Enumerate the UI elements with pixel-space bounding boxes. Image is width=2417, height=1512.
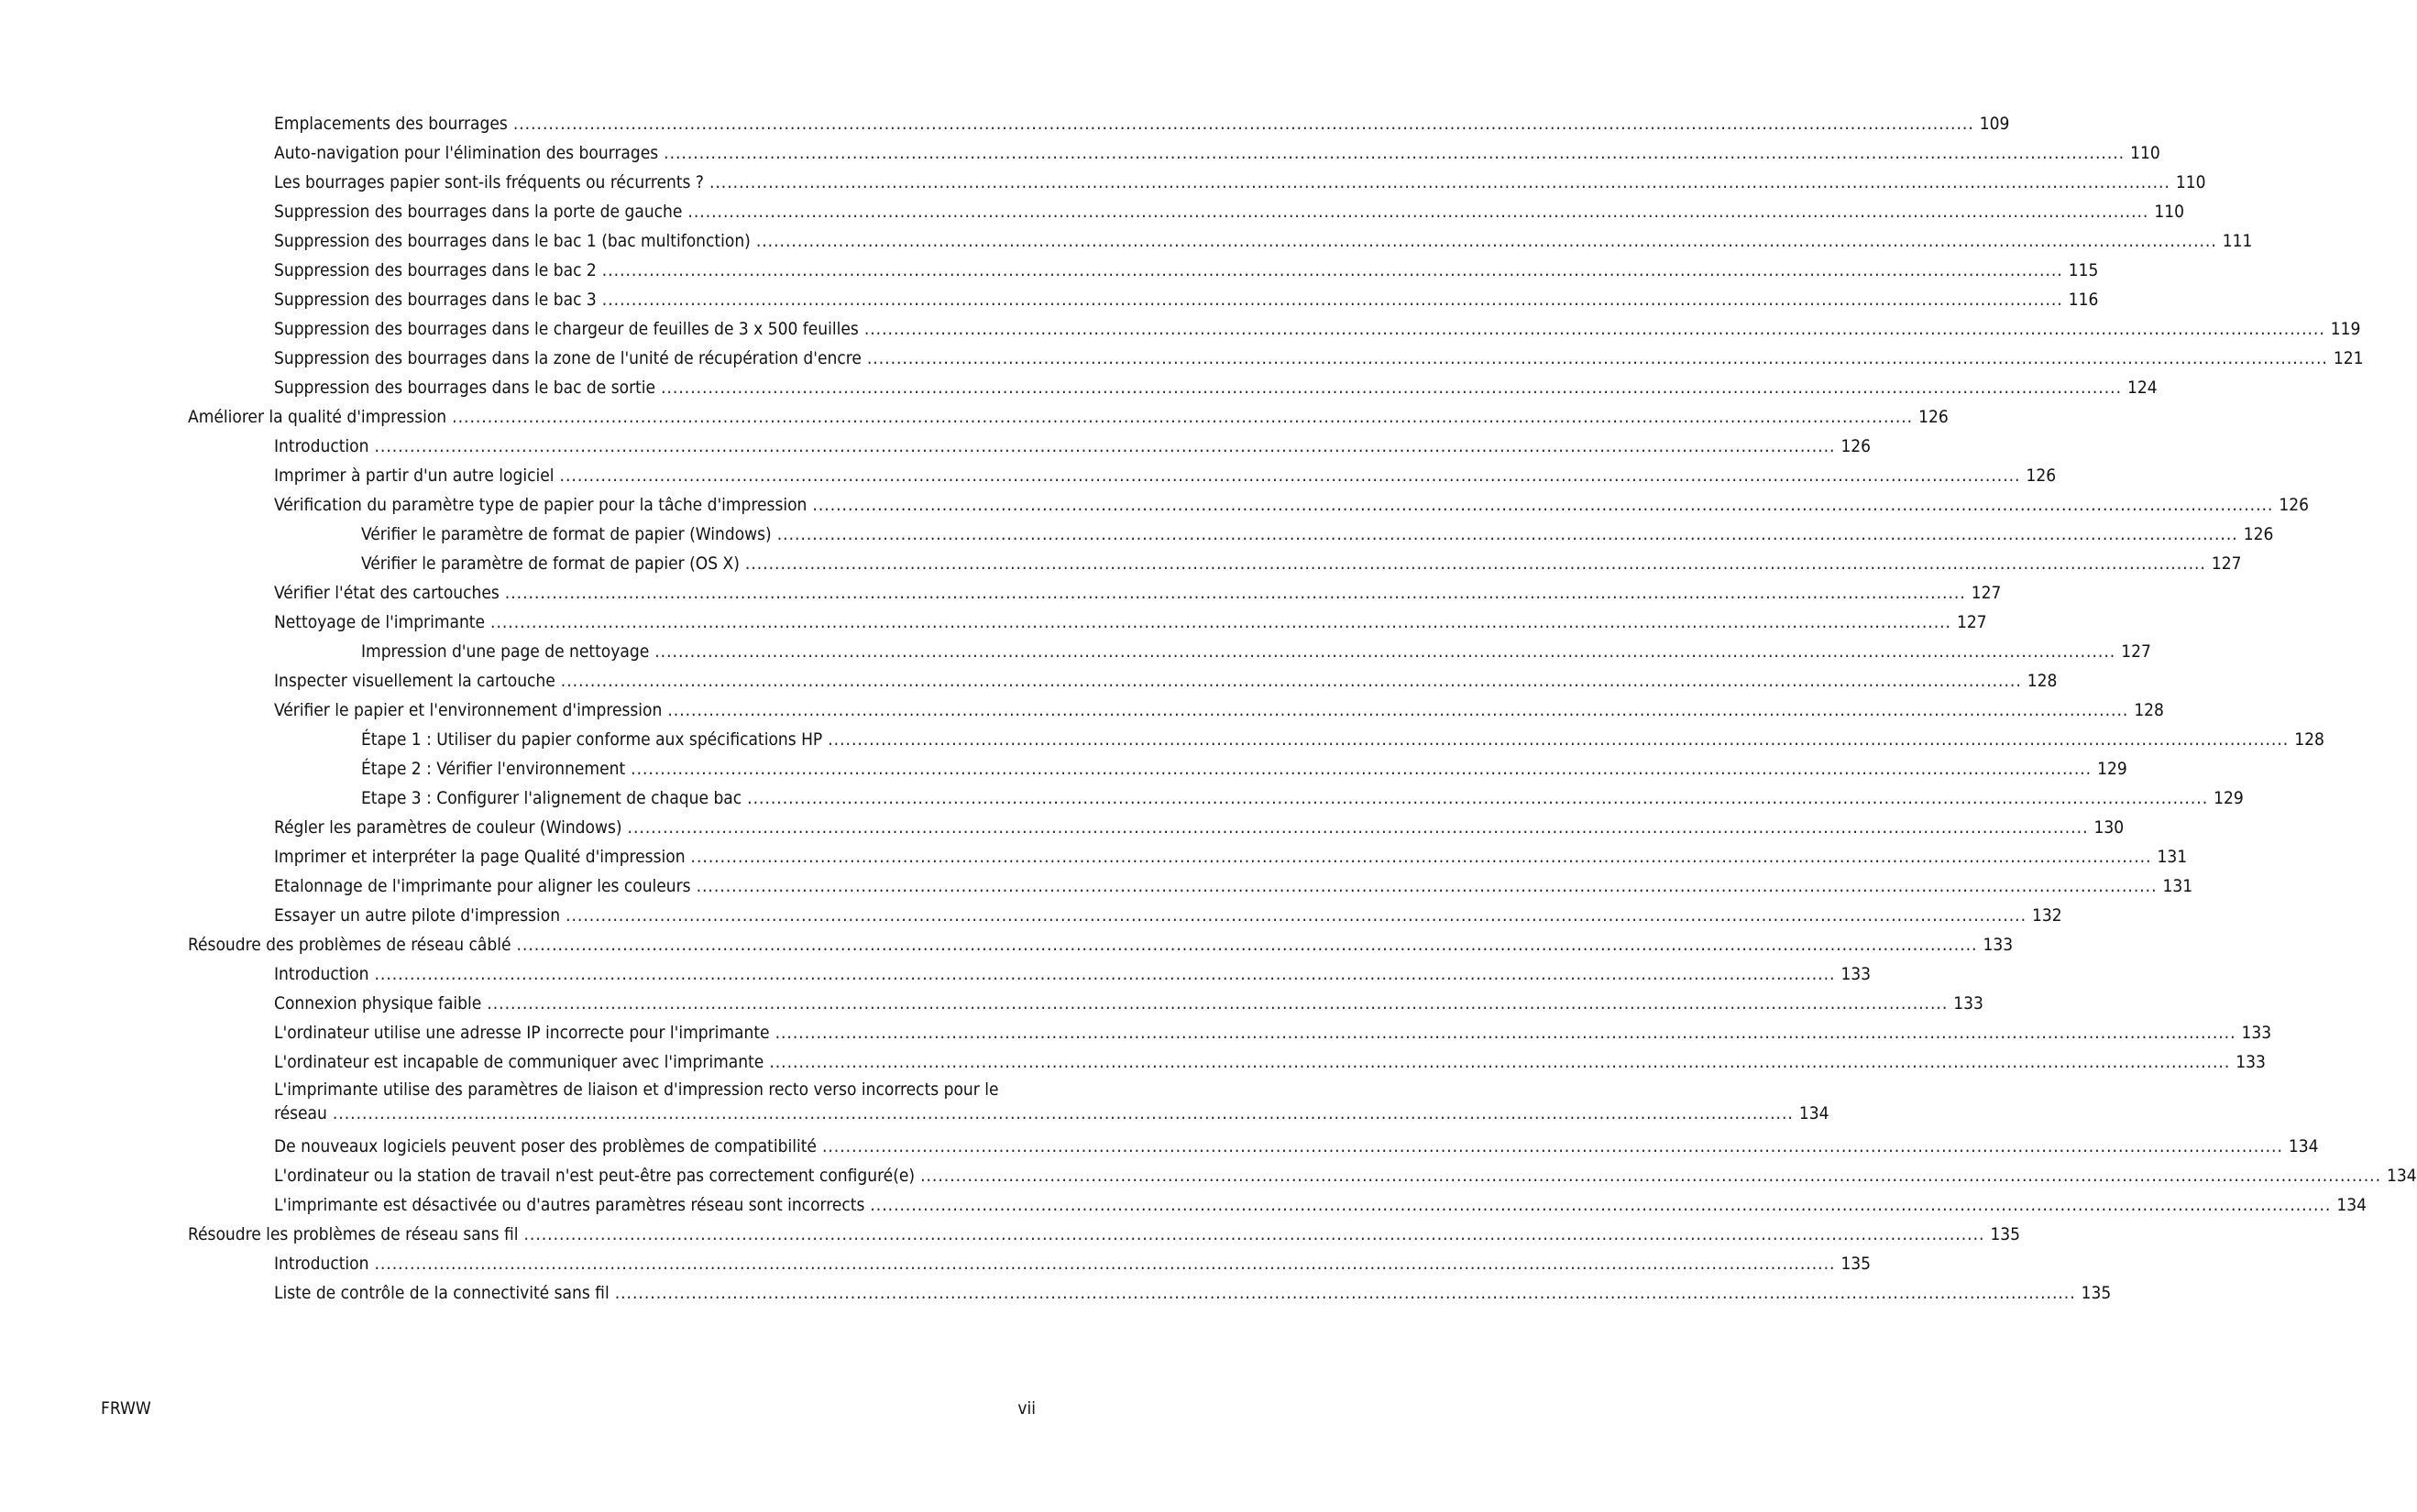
toc-entry-page: 130	[2093, 817, 2125, 838]
toc-dot-leader	[615, 1281, 2076, 1305]
toc-entry[interactable]	[274, 816, 2125, 839]
toc-entry-title: Nettoyage de l'imprimante	[274, 612, 486, 632]
toc-entry-page: 116	[2068, 290, 2099, 310]
footer-page-number: vii	[1017, 1398, 1036, 1419]
toc-dot-leader	[517, 933, 1978, 957]
toc-entry[interactable]	[188, 405, 1949, 429]
toc-entry[interactable]	[361, 522, 2274, 546]
toc-entry-title: Imprimer et interpréter la page Qualité d'impression	[274, 847, 686, 867]
toc-dot-leader	[664, 141, 2125, 165]
toc-entry-title: Suppression des bourrages dans le chargeur de feuilles de 3 x 500 feuilles	[274, 319, 859, 339]
toc-dot-leader	[374, 962, 1835, 986]
toc-entry-title: Vérification du paramètre type de papier pour la tâche d'impression	[274, 495, 807, 515]
toc-entry-title: Emplacements des bourrages	[274, 114, 508, 134]
toc-entry-title: Imprimer à partir d'un autre logiciel	[274, 466, 555, 486]
toc-entry[interactable]	[274, 669, 2058, 693]
toc-entry-title: L'ordinateur utilise une adresse IP incorrecte pour l'imprimante	[274, 1023, 770, 1043]
toc-entry-title: De nouveaux logiciels peuvent poser des problèmes de compatibilité	[274, 1136, 817, 1156]
toc-entry[interactable]	[274, 1078, 1829, 1125]
toc-entry[interactable]	[361, 786, 2244, 810]
toc-entry[interactable]	[274, 464, 2057, 488]
toc-entry[interactable]	[274, 698, 2164, 722]
toc-entry-page: 126	[1840, 436, 1872, 456]
toc-entry[interactable]	[274, 112, 2010, 136]
toc-entry-title: Étape 1 : Utiliser du papier conforme aux spécifications HP	[361, 729, 823, 750]
toc-entry[interactable]	[274, 962, 1872, 986]
toc-entry-page: 110	[2154, 202, 2184, 222]
toc-entry-title: Améliorer la qualité d'impression	[188, 407, 447, 427]
toc-entry-page: 133	[2241, 1023, 2272, 1043]
toc-entry-page: 128	[2027, 671, 2058, 691]
toc-entry-title: Auto-navigation pour l'élimination des bourrages	[274, 143, 659, 163]
toc-dot-leader	[777, 522, 2238, 546]
toc-dot-leader	[452, 405, 1913, 429]
toc-entry-page: 135	[1840, 1254, 1872, 1274]
toc-dot-leader	[561, 669, 2022, 693]
toc-dot-leader	[602, 288, 2063, 312]
toc-entry[interactable]	[274, 845, 2188, 869]
toc-dot-leader	[756, 229, 2217, 253]
toc-dot-leader	[870, 1193, 2331, 1217]
toc-entry-title: Résoudre des problèmes de réseau câblé	[188, 935, 511, 955]
toc-entry-page: 126	[2026, 466, 2057, 486]
toc-entry[interactable]	[188, 933, 2014, 957]
toc-entry-page: 135	[1990, 1224, 2021, 1244]
toc-entry[interactable]	[274, 376, 2158, 400]
toc-entry-page: 110	[2130, 143, 2160, 163]
toc-entry-title: Les bourrages papier sont-ils fréquents ou récurrents ?	[274, 172, 704, 192]
toc-dot-leader	[523, 1222, 1984, 1246]
toc-entry-title: Suppression des bourrages dans le bac 1 (bac multifonction)	[274, 231, 751, 251]
toc-dot-leader	[631, 757, 2092, 781]
toc-entry-page: 133	[2236, 1052, 2266, 1072]
toc-entry-page: 126	[2279, 495, 2309, 515]
toc-dot-leader	[769, 1050, 2230, 1074]
toc-dot-leader	[747, 786, 2208, 810]
toc-entry-page: 131	[2157, 847, 2188, 867]
toc-entry-page: 119	[2330, 319, 2361, 339]
toc-entry-title: Vérifier le paramètre de format de papier (Windows)	[361, 524, 772, 544]
toc-entry-title: Suppression des bourrages dans le bac de sortie	[274, 378, 656, 398]
toc-entry-page: 109	[1979, 114, 2010, 134]
toc-dot-leader	[566, 904, 2027, 927]
toc-entry-title-continued: réseau	[274, 1103, 327, 1123]
toc-entry[interactable]	[274, 581, 2002, 605]
toc-dot-leader	[775, 1021, 2236, 1045]
toc-entry-title: Résoudre les problèmes de réseau sans fil	[188, 1224, 519, 1244]
toc-entry-title: Etape 3 : Configurer l'alignement de chaque bac	[361, 788, 742, 808]
toc-entry[interactable]	[274, 200, 2184, 224]
toc-entry-title: Introduction	[274, 1254, 369, 1274]
toc-entry-page: 124	[2127, 378, 2158, 398]
toc-entry-page: 115	[2068, 260, 2099, 280]
toc-entry[interactable]	[274, 258, 2099, 282]
toc-dot-leader	[867, 346, 2328, 370]
toc-dot-leader	[864, 317, 2325, 341]
toc-entry-title: Liste de contrôle de la connectivité sans fil	[274, 1283, 610, 1303]
toc-entry-title: Introduction	[274, 436, 369, 456]
toc-entry[interactable]	[274, 904, 2062, 927]
toc-entry[interactable]	[361, 728, 2324, 751]
toc-entry[interactable]	[274, 1164, 2417, 1188]
toc-entry[interactable]	[274, 1050, 2266, 1074]
toc-dot-leader	[697, 874, 2158, 898]
toc-entry[interactable]	[274, 1134, 2319, 1158]
toc-entry-title: L'ordinateur est incapable de communiquer avec l'imprimante	[274, 1052, 764, 1072]
toc-entry[interactable]	[274, 288, 2099, 312]
toc-dot-leader	[691, 845, 2152, 869]
toc-entry[interactable]	[274, 434, 1872, 458]
toc-dot-leader	[812, 493, 2273, 517]
toc-entry-title: Impression d'une page de nettoyage	[361, 641, 650, 662]
toc-entry[interactable]	[361, 757, 2127, 781]
toc-entry-title: Essayer un autre pilote d'impression	[274, 905, 561, 926]
toc-entry[interactable]	[274, 610, 1987, 634]
toc-entry[interactable]	[274, 493, 2309, 517]
toc-entry-page: 132	[2032, 905, 2062, 926]
toc-entry-page: 127	[1956, 612, 1987, 632]
toc-entry-title: L'imprimante utilise des paramètres de liaison et d'impression recto verso incorrects pour le	[274, 1079, 999, 1100]
toc-entry-title: Régler les paramètres de couleur (Windows)	[274, 817, 622, 838]
toc-entry-title: Introduction	[274, 964, 369, 984]
toc-entry-title: Étape 2 : Vérifier l'environnement	[361, 759, 626, 779]
toc-entry-page: 128	[2134, 700, 2164, 720]
toc-entry[interactable]	[274, 1021, 2272, 1045]
toc-entry-page: 133	[1840, 964, 1872, 984]
toc-dot-leader	[374, 434, 1835, 458]
toc-entry[interactable]	[274, 874, 2193, 898]
toc-entry-page: 134	[2336, 1195, 2367, 1215]
toc-entry[interactable]	[274, 317, 2361, 341]
toc-entry-title: Suppression des bourrages dans le bac 2	[274, 260, 597, 280]
toc-entry-page: 121	[2333, 348, 2364, 368]
toc-entry[interactable]	[188, 1222, 2021, 1246]
toc-entry-page: 126	[2243, 524, 2274, 544]
toc-dot-leader	[333, 1101, 1794, 1125]
toc-dot-leader	[828, 728, 2289, 751]
toc-entry-page: 129	[2097, 759, 2127, 779]
toc-entry-page: 133	[1983, 935, 2014, 955]
toc-entry[interactable]	[361, 640, 2151, 663]
toc-entry-title: Suppression des bourrages dans la zone de l'unité de récupération d'encre	[274, 348, 862, 368]
toc-dot-leader	[745, 552, 2206, 575]
toc-entry-title: Vérifier le paramètre de format de papier (OS X)	[361, 553, 740, 574]
toc-entry[interactable]	[274, 229, 2253, 253]
toc-entry[interactable]	[361, 552, 2242, 575]
toc-entry[interactable]	[274, 1281, 2112, 1305]
toc-entry-page: 134	[2387, 1166, 2417, 1186]
toc-entry-page: 135	[2081, 1283, 2112, 1303]
toc-entry-title: Etalonnage de l'imprimante pour aligner les couleurs	[274, 876, 691, 896]
toc-entry-page: 126	[1918, 407, 1949, 427]
toc-entry-title: Suppression des bourrages dans le bac 3	[274, 290, 597, 310]
toc-dot-leader	[709, 170, 2170, 194]
toc-entry-page: 110	[2175, 172, 2206, 192]
toc-dot-leader	[654, 640, 2115, 663]
toc-entry-title: Connexion physique faible	[274, 993, 482, 1013]
toc-entry-title: L'ordinateur ou la station de travail n'est peut-être pas correctement configuré(e)	[274, 1166, 916, 1186]
toc-dot-leader	[513, 112, 1974, 136]
toc-entry-page: 127	[1971, 583, 2002, 603]
toc-dot-leader	[628, 816, 2089, 839]
toc-entry-title: Vérifier le papier et l'environnement d'impression	[274, 700, 663, 720]
footer-document-code: FRWW	[101, 1398, 151, 1419]
toc-dot-leader	[667, 698, 2128, 722]
toc-dot-leader	[505, 581, 1966, 605]
toc-entry-page: 131	[2162, 876, 2193, 896]
toc-entry[interactable]	[274, 1252, 1872, 1276]
toc-entry-page: 127	[2121, 641, 2151, 662]
toc-dot-leader	[487, 992, 1948, 1015]
toc-dot-leader	[661, 376, 2122, 400]
toc-dot-leader	[602, 258, 2063, 282]
toc-entry-title: Suppression des bourrages dans la porte de gauche	[274, 202, 683, 222]
toc-entry-title: L'imprimante est désactivée ou d'autres paramètres réseau sont incorrects	[274, 1195, 865, 1215]
toc-entry[interactable]	[274, 992, 1983, 1015]
toc-dot-leader	[920, 1164, 2381, 1188]
toc-entry-page: 134	[1798, 1103, 1829, 1123]
toc-entry-page: 127	[2211, 553, 2242, 574]
toc-entry-page: 111	[2222, 231, 2253, 251]
toc-entry-page: 128	[2294, 729, 2324, 750]
toc-entry-title: Vérifier l'état des cartouches	[274, 583, 500, 603]
toc-entry[interactable]	[274, 1193, 2367, 1217]
toc-entry-title: Inspecter visuellement la cartouche	[274, 671, 555, 691]
toc-entry[interactable]	[274, 346, 2364, 370]
toc-dot-leader	[560, 464, 2021, 488]
toc-dot-leader	[687, 200, 2148, 224]
toc-dot-leader	[822, 1134, 2283, 1158]
toc-entry[interactable]	[274, 170, 2206, 194]
toc-entry[interactable]	[274, 141, 2160, 165]
toc-dot-leader	[490, 610, 1951, 634]
toc-dot-leader	[374, 1252, 1835, 1276]
toc-entry-page: 129	[2214, 788, 2244, 808]
toc-entry-page: 134	[2288, 1136, 2319, 1156]
toc-entry-page: 133	[1953, 993, 1983, 1013]
